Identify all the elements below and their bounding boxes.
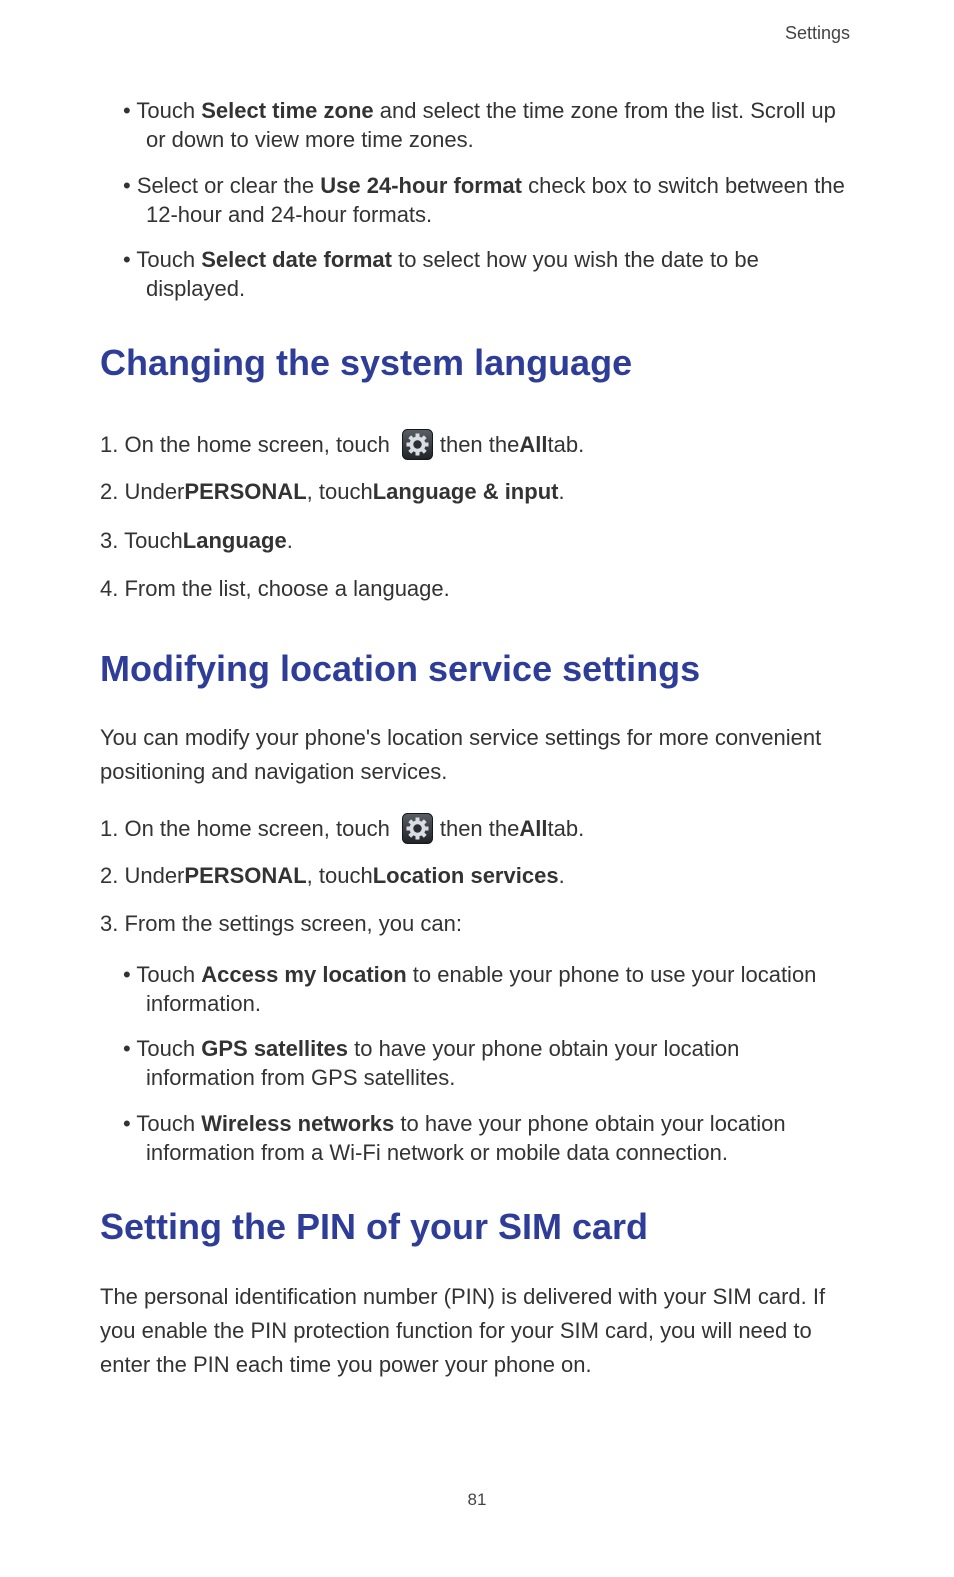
language-step-4 bbox=[100, 574, 450, 603]
step-text: then the bbox=[439, 816, 520, 841]
page-number: 81 bbox=[467, 1490, 487, 1509]
paragraph-line: enter the PIN each time you power your phone on. bbox=[100, 1352, 592, 1377]
step-bold-term: Location services bbox=[372, 863, 559, 888]
bullet-bold-term: Access my location bbox=[201, 962, 407, 987]
bullet-access-my-location bbox=[123, 960, 853, 1018]
step-text: 1. On the home screen, touch bbox=[100, 816, 390, 841]
step-text: , touch bbox=[306, 479, 373, 504]
location-step-2 bbox=[100, 861, 565, 890]
heading-setting-sim-pin: Setting the PIN of your SIM card bbox=[100, 1206, 649, 1247]
language-step-1 bbox=[100, 429, 584, 460]
step-text: 3. From the settings screen, you can: bbox=[100, 911, 462, 936]
step-text: 3. Touch bbox=[100, 528, 183, 553]
step-text: 2. Under bbox=[100, 479, 185, 504]
step-text: , touch bbox=[306, 863, 373, 888]
bullet-line bbox=[123, 171, 853, 200]
bullet-24-hour-format bbox=[123, 171, 853, 229]
bullet-text: • Touch bbox=[123, 1111, 202, 1136]
bullet-wireless-networks bbox=[123, 1109, 853, 1167]
step-text: 4. From the list, choose a language. bbox=[100, 576, 450, 601]
bullet-text: • Touch bbox=[123, 247, 202, 272]
step-text: 2. Under bbox=[100, 863, 185, 888]
bullet-text: • Touch bbox=[123, 98, 202, 123]
bullet-text: to have your phone obtain your location bbox=[348, 1036, 740, 1061]
bullet-text: to enable your phone to use your location bbox=[406, 962, 817, 987]
bullet-text: • Touch bbox=[123, 1036, 202, 1061]
bullet-continuation: information from GPS satellites. bbox=[146, 1065, 456, 1090]
step-text: tab. bbox=[547, 816, 585, 841]
language-step-2 bbox=[100, 477, 565, 506]
step-bold-term: All bbox=[519, 816, 548, 841]
bullet-gps-satellites bbox=[123, 1034, 853, 1092]
bullet-line bbox=[123, 960, 853, 989]
bullet-text: check box to switch between the bbox=[521, 173, 845, 198]
bullet-text: and select the time zone from the list. Scroll up bbox=[373, 98, 836, 123]
step-bold-term: PERSONAL bbox=[184, 863, 307, 888]
bullet-line bbox=[123, 1034, 853, 1063]
bullet-bold-term: Use 24-hour format bbox=[320, 173, 522, 198]
bullet-bold-term: Wireless networks bbox=[201, 1111, 395, 1136]
paragraph-line: you enable the PIN protection function for your SIM card, you will need to bbox=[100, 1318, 812, 1343]
bullet-select-time-zone bbox=[123, 96, 853, 154]
bullet-line bbox=[123, 1109, 853, 1138]
bullet-line bbox=[123, 96, 853, 125]
sim-pin-paragraph bbox=[100, 1280, 860, 1382]
step-text: 1. On the home screen, touch bbox=[100, 432, 390, 457]
bullet-line bbox=[123, 245, 853, 274]
bullet-continuation: displayed. bbox=[146, 276, 246, 301]
step-text: then the bbox=[439, 432, 520, 457]
bullet-bold-term: GPS satellites bbox=[201, 1036, 348, 1061]
location-step-3 bbox=[100, 909, 462, 938]
heading-changing-system-language: Changing the system language bbox=[100, 342, 633, 383]
location-intro-paragraph bbox=[100, 721, 860, 789]
step-bold-term: All bbox=[519, 432, 548, 457]
bullet-continuation: or down to view more time zones. bbox=[146, 127, 474, 152]
step-bold-term: PERSONAL bbox=[184, 479, 307, 504]
bullet-select-date-format bbox=[123, 245, 853, 303]
settings-gear-icon bbox=[402, 813, 433, 844]
location-step-1 bbox=[100, 813, 584, 844]
step-bold-term: Language bbox=[182, 528, 287, 553]
bullet-text: • Select or clear the bbox=[123, 173, 321, 198]
bullet-bold-term: Select date format bbox=[201, 247, 392, 272]
paragraph-line: The personal identification number (PIN) is delivered with your SIM card. If bbox=[100, 1284, 826, 1309]
step-text: . bbox=[286, 528, 293, 553]
bullet-continuation: information from a Wi-Fi network or mobile data connection. bbox=[146, 1140, 729, 1165]
bullet-text: • Touch bbox=[123, 962, 202, 987]
bullet-text: to select how you wish the date to be bbox=[391, 247, 759, 272]
bullet-bold-term: Select time zone bbox=[201, 98, 374, 123]
settings-gear-icon bbox=[402, 429, 433, 460]
paragraph-line: positioning and navigation services. bbox=[100, 759, 448, 784]
step-text: . bbox=[558, 479, 565, 504]
step-text: . bbox=[558, 863, 565, 888]
bullet-continuation: information. bbox=[146, 991, 261, 1016]
language-step-3 bbox=[100, 526, 293, 555]
step-text: tab. bbox=[547, 432, 585, 457]
bullet-text: to have your phone obtain your location bbox=[394, 1111, 786, 1136]
paragraph-line: You can modify your phone's location service settings for more convenient bbox=[100, 725, 822, 750]
running-header: Settings bbox=[784, 23, 850, 43]
heading-modifying-location-settings: Modifying location service settings bbox=[100, 648, 701, 689]
step-bold-term: Language & input bbox=[372, 479, 559, 504]
bullet-continuation: 12-hour and 24-hour formats. bbox=[146, 202, 433, 227]
